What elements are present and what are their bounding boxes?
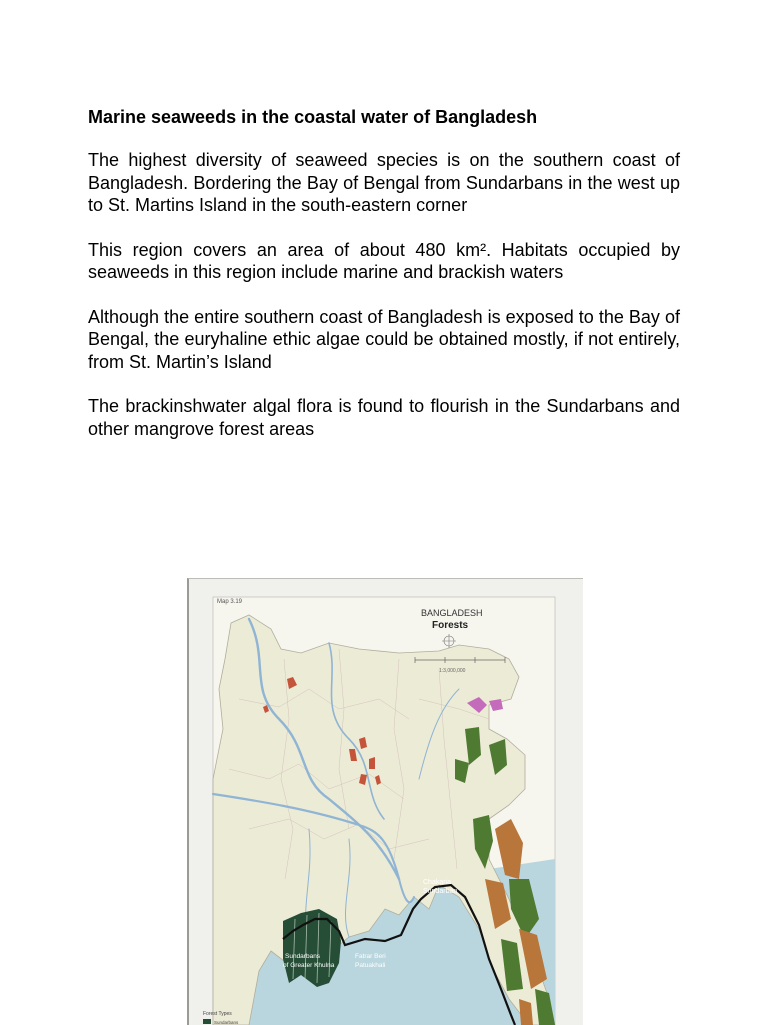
map-subject-title: Forests	[432, 620, 469, 631]
map-number: Map 3.19	[217, 599, 243, 605]
label-chakaria-sub: Sundarban	[423, 888, 458, 895]
legend-swatch-sundarbans	[203, 1019, 211, 1024]
legend-heading: Forest Types	[203, 1011, 232, 1017]
document-body	[88, 106, 680, 462]
label-fatrar-sub: Patuakhali	[355, 962, 386, 969]
paragraph-1: The highest diversity of seaweed species is on the southern coast of Bangladesh. Bordering the Bay of Bengal from Sundarbans in the west up to St. Martins Island in the south-eastern corner	[88, 150, 680, 215]
paragraph-2: This region covers an area of about 480 km². Habitats occupied by seaweeds in this region include marine and brackish waters	[88, 239, 680, 282]
label-chakaria: Chakaria	[423, 879, 452, 886]
label-sundarbans: Sundarbans	[285, 953, 321, 960]
forest-map-photo	[187, 578, 583, 1025]
map-country-title: BANGLADESH	[421, 608, 483, 618]
legend-label-sundarbans: Sundarbans	[214, 1020, 239, 1025]
paragraph-4: The brackinshwater algal flora is found to flourish in the Sundarbans and other mangrove forest areas	[88, 396, 680, 439]
label-fatrar: Fatrar Beri	[355, 953, 386, 960]
scale-text: 1:3,000,000	[439, 668, 466, 674]
label-sundarbans-sub: of Greater Khulna	[283, 962, 335, 969]
paragraph-3: Although the entire southern coast of Bangladesh is exposed to the Bay of Bengal, the euryhaline ethic algae could be obtained mostly, if not entirely, from St. Martin’s Island	[88, 306, 680, 372]
forest-map	[189, 579, 583, 1025]
document-title: Marine seaweeds in the coastal water of Bangladesh	[88, 107, 538, 127]
